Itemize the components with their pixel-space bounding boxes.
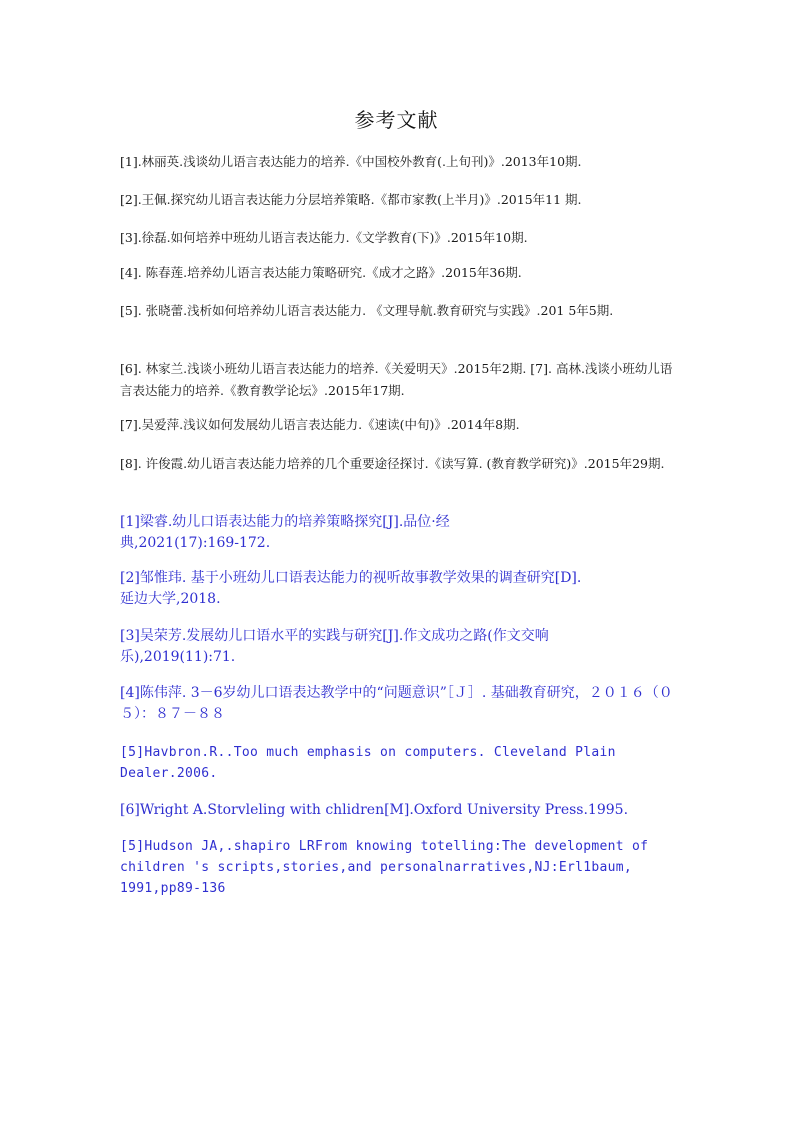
page-title: 参考文献 bbox=[354, 108, 439, 132]
reference-item: [3].徐磊.如何培养中班幼儿语言表达能力.《文学教育(下)》.2015年10期. bbox=[120, 230, 528, 245]
reference-item: [8]. 许俊霞.幼儿语言表达能力培养的几个重要途径探讨.《读写算. (教育教学研究)》.2015年29期. bbox=[120, 456, 665, 471]
reference-item-blue: [5]Hudson JA,.shapiro LRFrom knowing totelling:The development of children 's scripts,stories,and personalnarratives,NJ:Erl1baum, 1991,pp89-136 bbox=[120, 839, 649, 896]
reference-item: [2].王佩.探究幼儿语言表达能力分层培养策略.《都市家教(上半月)》.2015年11 期. bbox=[120, 192, 582, 207]
reference-item-blue: [1]梁睿.幼儿口语表达能力的培养策略探究[J].品位·经 典,2021(17):169-172. bbox=[120, 514, 450, 551]
reference-item-blue: [4]陈伟萍. 3－6岁幼儿口语表达教学中的“问题意识”［Ｊ］. 基础教育研究，２０１６（０５）：８７－８８ bbox=[120, 685, 673, 722]
reference-item-blue: [2]邹惟玮. 基于小班幼儿口语表达能力的视听故事教学效果的调查研究[D]. 延边大学,2018. bbox=[120, 570, 582, 607]
reference-item: [4]. 陈春莲.培养幼儿语言表达能力策略研究.《成才之路》.2015年36期. bbox=[120, 265, 522, 280]
reference-item-blue: [3]吴荣芳.发展幼儿口语水平的实践与研究[J].作文成功之路(作文交响 乐),2019(11):71. bbox=[120, 628, 549, 665]
reference-item: [6]. 林家兰.浅谈小班幼儿语言表达能力的培养.《关爱明天》.2015年2期. [7]. 高林.浅谈小班幼儿语言表达能力的培养.《教育教学论坛》.2015年17期. bbox=[120, 361, 673, 398]
reference-item: [1].林丽英.浅谈幼儿语言表达能力的培养.《中国校外教育(.上旬刊)》.2013年10期. bbox=[120, 154, 582, 169]
reference-item-blue: [5]Havbron.R..Too much emphasis on computers. Cleveland Plain Dealer.2006. bbox=[120, 745, 616, 781]
reference-item-blue: [6]Wright A.Storvleling with chlidren[M].Oxford University Press.1995. bbox=[120, 802, 629, 818]
reference-item: [7].吴爱萍.浅议如何发展幼儿语言表达能力.《速读(中旬)》.2014年8期. bbox=[120, 417, 520, 432]
reference-item: [5]. 张晓蕾.浅析如何培养幼儿语言表达能力. 《文理导航.教育研究与实践》.201 5年5期. bbox=[120, 303, 614, 318]
